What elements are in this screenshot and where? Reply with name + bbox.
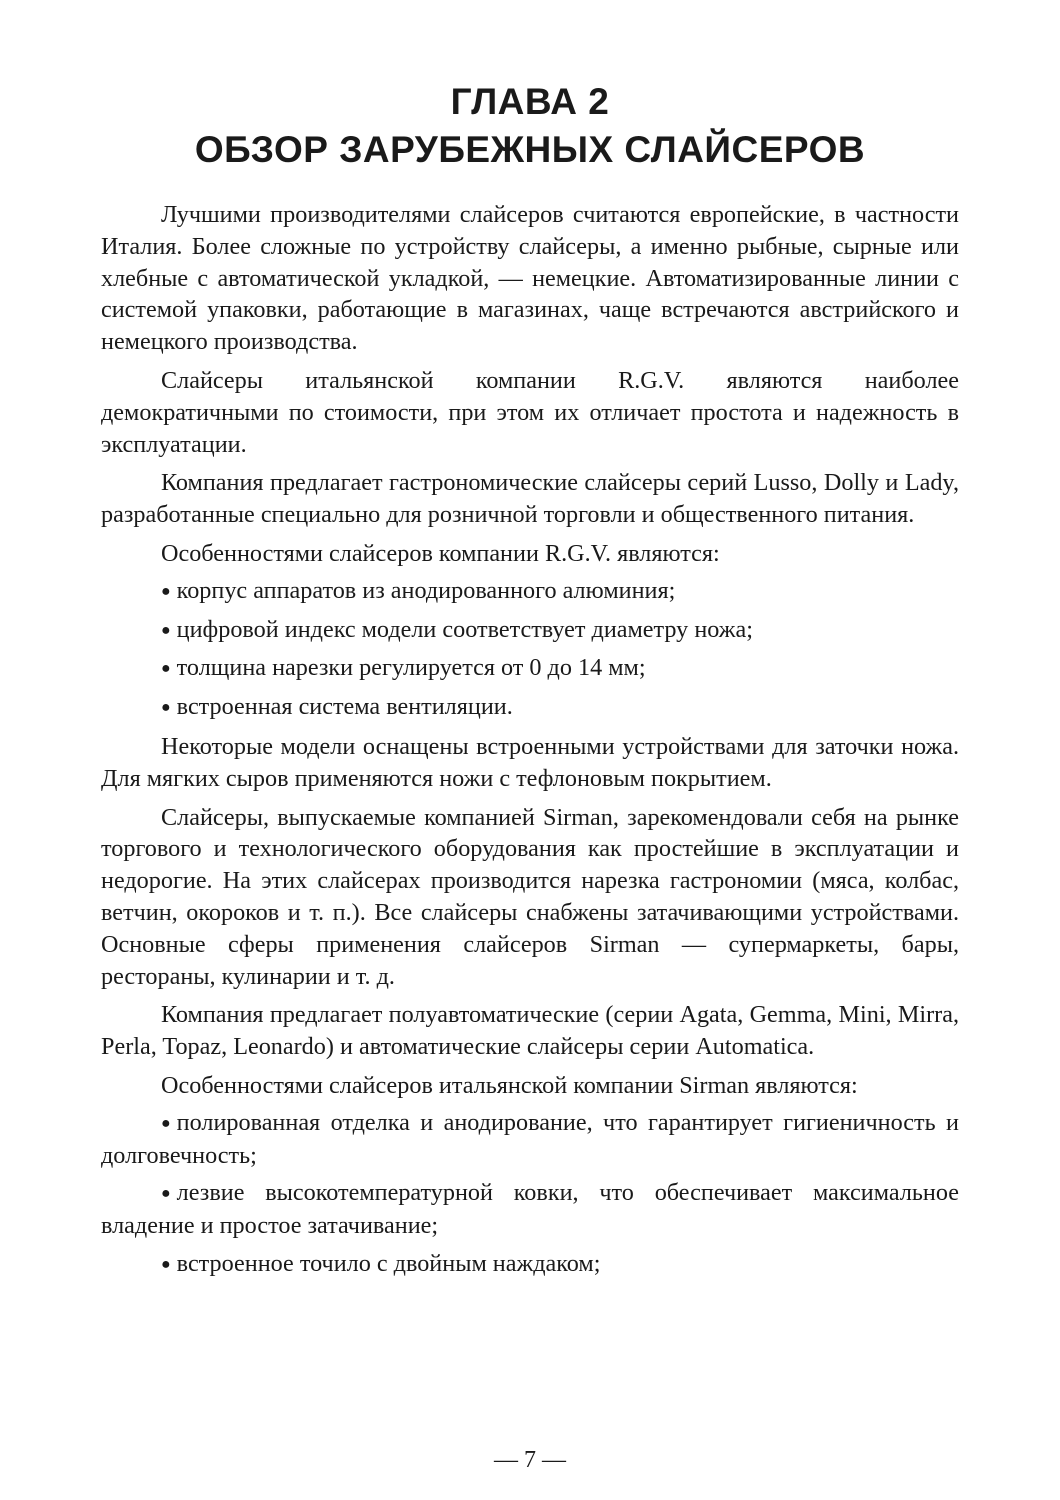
bullet-icon: ● bbox=[161, 582, 171, 600]
rgv-features-list bbox=[101, 575, 959, 724]
bullet-icon: ● bbox=[161, 660, 171, 678]
chapter-title bbox=[100, 78, 960, 174]
list-item: ● встроенная система вентиляции. bbox=[101, 691, 959, 724]
paragraph-7: Компания предлагает полуавтоматические (серии Agata, Gemma, Mini, Mirra, Perla, Topaz, Leonardo) и автоматические слайсеры серии Automatica. bbox=[101, 1001, 959, 1061]
bullet-icon: ● bbox=[161, 1114, 171, 1132]
list-item: ● лезвие высокотемпературной ковки, что обеспечивает максимальное владение и простое затачивание; bbox=[101, 1179, 959, 1240]
bullet-icon: ● bbox=[161, 1185, 171, 1203]
page-number: — 7 — bbox=[494, 1447, 566, 1473]
bullet-icon: ● bbox=[161, 699, 171, 717]
body-text bbox=[101, 199, 959, 1288]
sirman-features-list bbox=[101, 1107, 959, 1281]
list-item: ● толщина нарезки регулируется от 0 до 14 мм; bbox=[101, 652, 959, 685]
chapter-heading: ОБЗОР ЗАРУБЕЖНЫХ СЛАЙСЕРОВ bbox=[194, 129, 866, 170]
list-item: ● полированная отделка и анодирование, что гарантирует гигиеничность и долговечность; bbox=[101, 1108, 959, 1169]
list-item: ● корпус аппаратов из анодированного алюминия; bbox=[101, 575, 959, 608]
paragraph-6: Слайсеры, выпускаемые компанией Sirman, зарекомендовали себя на рынке торгового и технологического оборудования как простейшие в эксплуатации и недорогие. На этих слайсерах производится нарезка гастрономии (мяса, колбас, ветчин, окороков и т. п.). Все слайсеры снабжены затачивающими устройствами. Основные сферы применения слайсеров Sirman — супермаркеты, бары, рестораны, кулинарии и т. д. bbox=[101, 803, 959, 990]
paragraph-5: Некоторые модели оснащены встроенными устройствами для заточки ножа. Для мягких сыров применяются ножи с тефлоновым покрытием. bbox=[101, 732, 959, 792]
list-item: ● встроенное точило с двойным наждаком; bbox=[101, 1248, 959, 1281]
bullet-icon: ● bbox=[161, 621, 171, 639]
bullet-icon: ● bbox=[161, 1255, 171, 1273]
list-item: ● цифровой индекс модели соответствует диаметру ножа; bbox=[101, 614, 959, 647]
paragraph-8: Особенностями слайсеров итальянской компании Sirman являются: bbox=[161, 1071, 858, 1099]
paragraph-2: Слайсеры итальянской компании R.G.V. являются наиболее демократичными по стоимости, при этом их отличает простота и надежность в эксплуатации. bbox=[101, 366, 959, 458]
paragraph-4: Особенностями слайсеров компании R.G.V. являются: bbox=[161, 539, 720, 567]
paragraph-3: Компания предлагает гастрономические слайсеры серий Lusso, Dolly и Lady, разработанные специально для розничной торговли и общественного питания. bbox=[101, 469, 959, 529]
paragraph-1: Лучшими производителями слайсеров считаются европейские, в частности Италия. Более сложные по устройству слайсеры, а именно рыбные, сырные или хлебные с автоматической укладкой, — немецкие. Автоматизированные линии с системой упаковки, работающие в магазинах, чаще встречаются австрийского и немецкого производства. bbox=[101, 201, 959, 356]
chapter-number: ГЛАВА 2 bbox=[450, 81, 610, 122]
